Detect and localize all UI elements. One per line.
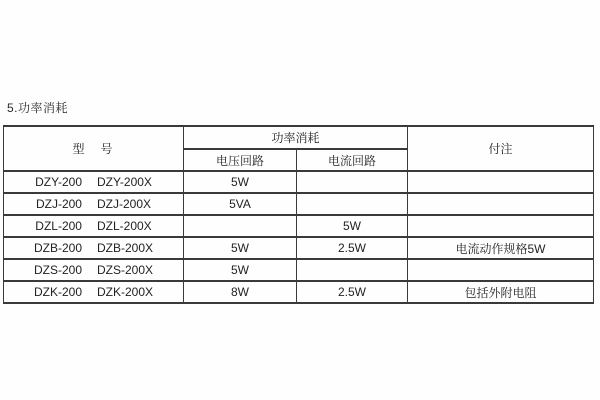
- current-cell: [297, 171, 408, 193]
- header-power-group: 功率消耗: [184, 126, 408, 149]
- header-notes: 付注: [408, 126, 594, 171]
- voltage-cell: [184, 215, 297, 237]
- header-model: 型 号: [4, 126, 184, 171]
- model-cell: [4, 237, 184, 259]
- note-cell: [408, 171, 594, 193]
- model-name-primary: DZB-200: [33, 241, 82, 255]
- current-cell: [297, 193, 408, 215]
- model-name-primary: DZY-200: [35, 175, 82, 189]
- model-name-secondary: DZY-200X: [97, 175, 152, 189]
- voltage-cell: 5VA: [184, 193, 297, 215]
- note-cell: 电流动作规格5W: [408, 237, 594, 259]
- note-cell: [408, 259, 594, 281]
- header-voltage-circuit: 电压回路: [184, 149, 297, 171]
- note-cell: [408, 193, 594, 215]
- model-name-secondary: DZS-200X: [97, 263, 154, 277]
- current-cell: 2.5W: [297, 281, 408, 303]
- note-cell: [408, 215, 594, 237]
- table-row: [4, 237, 594, 259]
- model-cell: [4, 193, 184, 215]
- model-cell: [4, 281, 184, 303]
- voltage-cell: 5W: [184, 237, 297, 259]
- model-name-secondary: DZL-200X: [96, 219, 152, 233]
- voltage-cell: 8W: [184, 281, 297, 303]
- current-cell: 2.5W: [297, 237, 408, 259]
- table-row: [4, 171, 594, 193]
- model-name-primary: DZL-200: [35, 219, 82, 233]
- table-row: [4, 193, 594, 215]
- current-cell: 5W: [297, 215, 408, 237]
- model-cell: [4, 259, 184, 281]
- table-header-row-top: [4, 126, 594, 149]
- model-name-secondary: DZJ-200X: [96, 197, 152, 211]
- voltage-cell: 5W: [184, 259, 297, 281]
- note-cell: 包括外附电阻: [408, 281, 594, 303]
- voltage-cell: 5W: [184, 171, 297, 193]
- model-name-primary: DZJ-200: [35, 197, 82, 211]
- model-name-secondary: DZB-200X: [97, 241, 154, 255]
- model-name-secondary: DZK-200X: [97, 285, 154, 299]
- model-cell: [4, 215, 184, 237]
- table-row: [4, 215, 594, 237]
- model-name-primary: DZK-200: [33, 285, 82, 299]
- table-row: [4, 259, 594, 281]
- section-title: 5.功率消耗: [7, 101, 69, 115]
- current-cell: [297, 259, 408, 281]
- model-cell: [4, 171, 184, 193]
- header-current-circuit: 电流回路: [297, 149, 408, 171]
- model-name-primary: DZS-200: [33, 263, 82, 277]
- table-row: [4, 281, 594, 303]
- power-consumption-table: [3, 125, 594, 304]
